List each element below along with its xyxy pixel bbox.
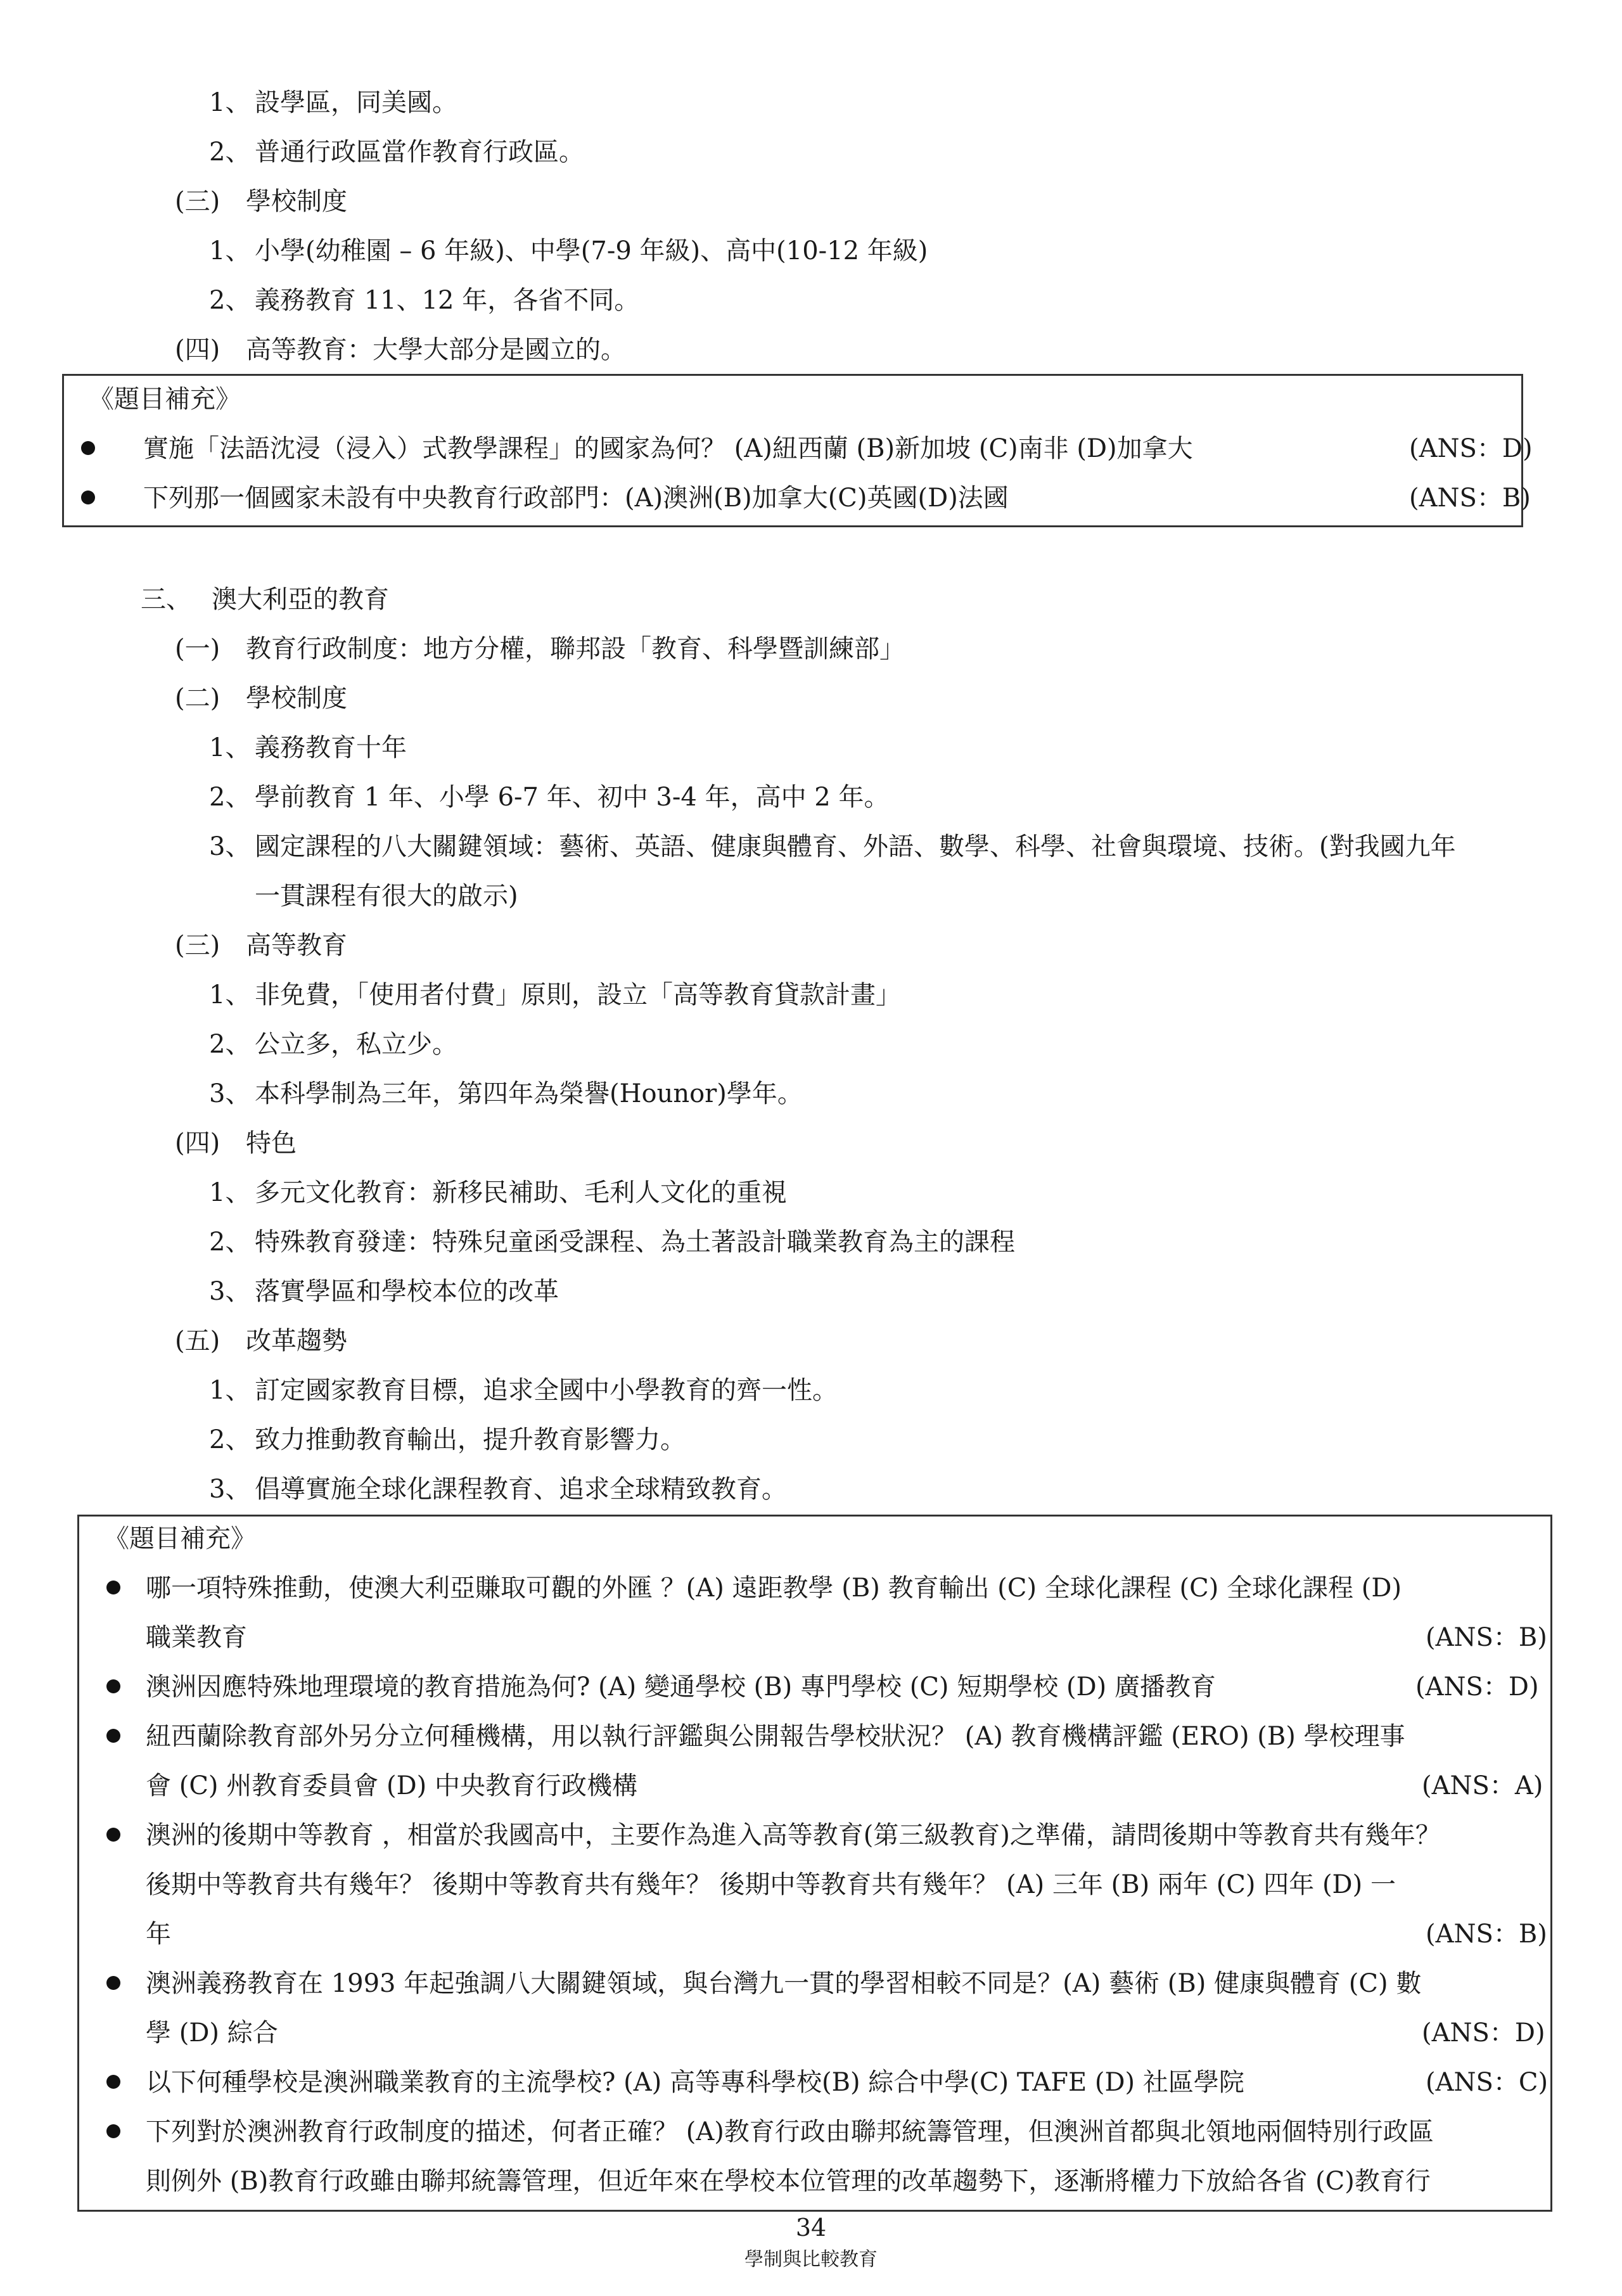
answer-label: (ANS：B)	[1409, 484, 1531, 513]
list-item: 1、 多元文化教育：新移民補助、毛利人文化的重視	[209, 1178, 787, 1207]
list-item: 1、 義務教育十年	[209, 733, 407, 762]
question-text: 年	[146, 1920, 171, 1949]
question-text: 哪一項特殊推動，使澳大利亞賺取可觀的外匯 ？(A) 遠距教學 (B) 教育輸出 (C) 全球化課程 (C) 全球化課程 (D)	[146, 1574, 1402, 1603]
question-text: 實施「法語沈浸（浸入）式教學課程」的國家為何？ (A)紐西蘭 (B)新加坡 (C)南非 (D)加拿大	[143, 434, 1193, 463]
list-item: 3、 國定課程的八大關鍵領域：藝術、英語、健康與體育、外語、數學、科學、社會與環境、技術。(對我國九年	[209, 832, 1456, 861]
list-item: 2、 致力推動教育輸出，提升教育影響力。	[209, 1425, 686, 1454]
bullet-icon	[81, 441, 95, 455]
answer-label: (ANS：C)	[1426, 2068, 1549, 2097]
question-text: 以下何種學校是澳洲職業教育的主流學校? (A) 高等專科學校(B) 綜合中學(C) TAFE (D) 社區學院	[146, 2068, 1244, 2097]
subsection-heading: (五) 改革趨勢	[175, 1326, 347, 1356]
list-item: 2、 學前教育 1 年、小學 6-7 年、初中 3-4 年，高中 2 年。	[209, 783, 890, 812]
list-item: 3、 落實學區和學校本位的改革	[209, 1277, 559, 1306]
subsection-heading: (一) 教育行政制度：地方分權，聯邦設「教育、科學暨訓練部」	[175, 634, 905, 664]
answer-label: (ANS：B)	[1426, 1920, 1547, 1949]
bullet-icon	[106, 2124, 120, 2138]
question-text: 下列對於澳洲教育行政制度的描述，何者正確？ (A)教育行政由聯邦統籌管理，但澳洲首都與北領地兩個特別行政區	[146, 2117, 1434, 2146]
question-text: 則例外 (B)教育行政雖由聯邦統籌管理，但近年來在學校本位管理的改革趨勢下，逐漸將權力下放給各省 (C)教育行	[146, 2167, 1431, 2196]
bullet-icon	[106, 1828, 120, 1842]
list-item: 3、 本科學制為三年，第四年為榮譽(Hounor)學年。	[209, 1079, 803, 1108]
question-text: 澳洲義務教育在 1993 年起強調八大關鍵領域，與台灣九一貫的學習相較不同是？(A) 藝術 (B) 健康與體育 (C) 數	[146, 1969, 1422, 1998]
box-title: 《題目補充》	[104, 1524, 256, 1553]
list-item: 2、 特殊教育發達：特殊兒童函受課程、為土著設計職業教育為主的課程	[209, 1228, 1015, 1257]
list-item: 3、 倡導實施全球化課程教育、追求全球精致教育。	[209, 1475, 787, 1504]
answer-label: (ANS：D)	[1415, 1672, 1539, 1702]
bullet-icon	[106, 1976, 120, 1990]
list-item: 2、 普通行政區當作教育行政區。	[209, 138, 584, 167]
list-item: 1、 小學(幼稚園 – 6 年級)、中學(7-9 年級)、高中(10-12 年級)	[209, 236, 928, 266]
question-text: 後期中等教育共有幾年？ 後期中等教育共有幾年？ 後期中等教育共有幾年？ (A) 三年 (B) 兩年 (C) 四年 (D) 一	[146, 1870, 1396, 1899]
answer-label: (ANS：B)	[1426, 1623, 1547, 1652]
answer-label: (ANS：A)	[1422, 1771, 1543, 1800]
question-text: 下列那一個國家未設有中央教育行政部門：(A)澳洲(B)加拿大(C)英國(D)法國	[143, 484, 1009, 513]
bullet-icon	[106, 1729, 120, 1743]
bullet-icon	[106, 1581, 120, 1594]
bullet-icon	[106, 1679, 120, 1693]
footer-title: 學制與比較教育	[744, 2248, 878, 2271]
question-text: 澳洲的後期中等教育 ，相當於我國高中，主要作為進入高等教育(第三級教育)之準備，請問後期中等教育共有幾年？	[146, 1821, 1441, 1850]
question-text: 紐西蘭除教育部外另分立何種機構，用以執行評鑑與公開報告學校狀況？ (A) 教育機構評鑑 (ERO) (B) 學校理事	[146, 1722, 1405, 1751]
section-heading: (三) 學校制度	[175, 187, 347, 216]
list-item: 1、 非免費，「使用者付費」原則，設立「高等教育貸款計畫」	[209, 980, 901, 1010]
question-box	[77, 1515, 1552, 2212]
answer-label: (ANS：D)	[1409, 434, 1533, 463]
subsection-heading: (三) 高等教育	[175, 931, 347, 960]
answer-label: (ANS：D)	[1422, 2018, 1545, 2048]
question-text: 學 (D) 綜合	[146, 2018, 278, 2048]
bullet-icon	[106, 2075, 120, 2089]
question-text: 會 (C) 州教育委員會 (D) 中央教育行政機構	[146, 1771, 637, 1800]
subsection-heading: (二) 學校制度	[175, 684, 347, 713]
question-text: 職業教育	[146, 1623, 247, 1652]
list-item: 2、 公立多，私立少。	[209, 1030, 457, 1059]
question-text: 澳洲因應特殊地理環境的教育措施為何? (A) 變通學校 (B) 專門學校 (C) 短期學校 (D) 廣播教育	[146, 1672, 1216, 1702]
page-number: 34	[795, 2214, 827, 2241]
subsection-heading: (四) 特色	[175, 1129, 297, 1158]
box-title: 《題目補充》	[89, 385, 241, 414]
bullet-icon	[81, 491, 95, 504]
section-heading: 三、 澳大利亞的教育	[141, 585, 389, 614]
list-item-continuation: 一貫課程有很大的啟示)	[255, 882, 518, 911]
list-item: 1、 設學區，同美國。	[209, 88, 457, 117]
list-item: 2、 義務教育 11、12 年，各省不同。	[209, 286, 640, 315]
list-item: 1、 訂定國家教育目標，追求全國中小學教育的齊一性。	[209, 1376, 838, 1405]
section-heading: (四) 高等教育：大學大部分是國立的。	[175, 335, 626, 364]
